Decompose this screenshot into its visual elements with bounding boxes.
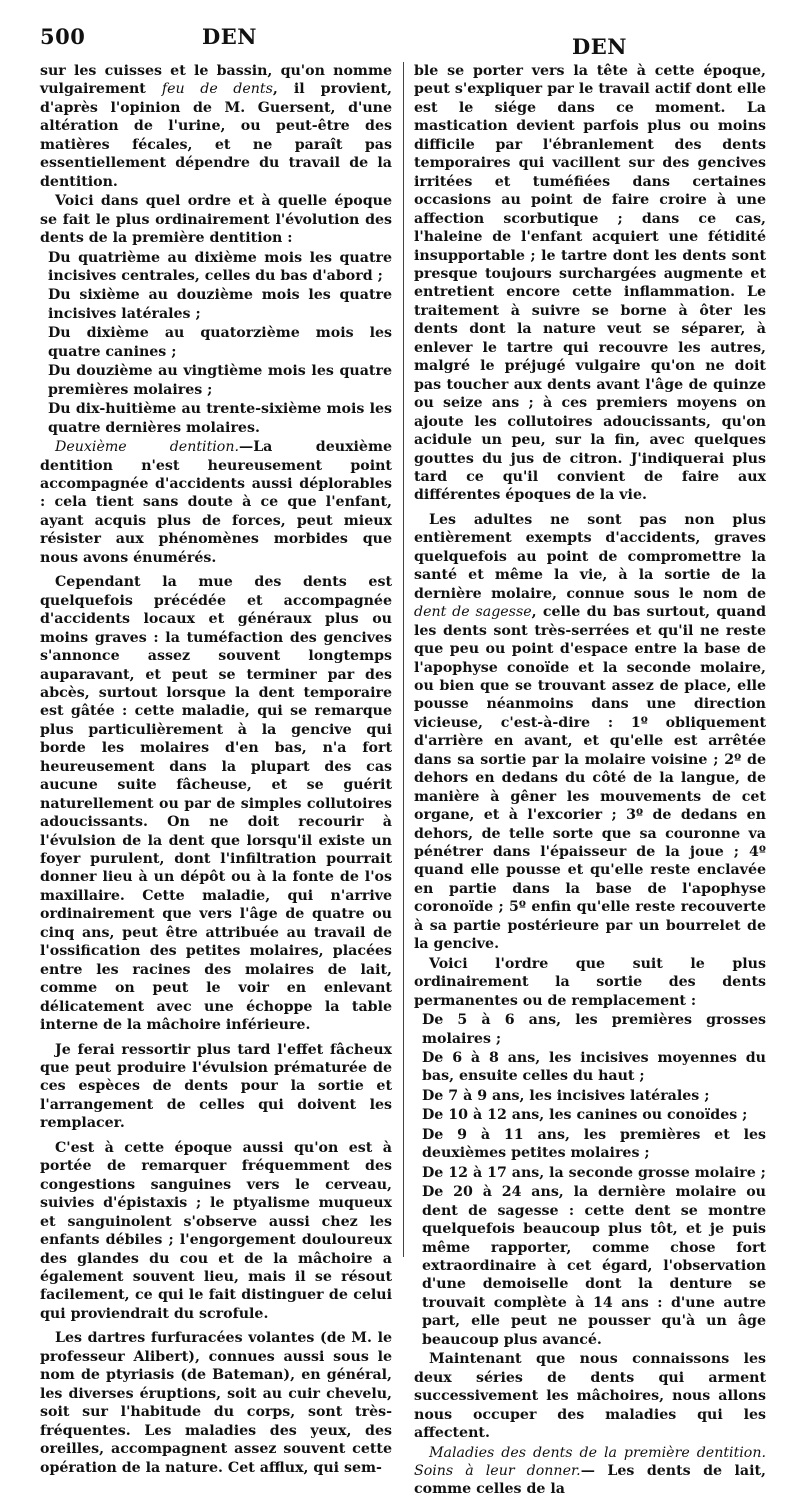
- right-running-title: DEN: [572, 34, 627, 59]
- list-item: De 7 à 9 ans, les incisives latérales ;: [422, 1087, 710, 1104]
- paragraph: C'est à cette époque aussi qu'on est à portée de remarquer fréquemment des congestions sanguines vers le cerveau, suivies d'épistaxis ; le ptyalisme muqueux et sanguinolent s'observe aussi chez les enfants débiles ; l'engorgement douloureux des glandes du cou et de la mâchoire a également souvent lieu, mais il se résout facilement, ce qui le fait distinguer de celui qui proviendrait du scrofule.: [40, 1139, 392, 1322]
- two-column-body: [40, 62, 766, 1500]
- list-item: De 9 à 11 ans, les premières et les deuxièmes petites molaires ;: [422, 1126, 766, 1162]
- right-column: [414, 62, 766, 1500]
- page-number: 500: [40, 24, 86, 49]
- paragraph: Maintenant que nous connaissons les deux séries de dents qui arment successivement les mâchoires, nous allons nous occuper des maladies qui les affectent.: [414, 1351, 766, 1442]
- paragraph: Les dartres furfuracées volantes (de M. le professeur Alibert), connues aussi sous le nom de ptyriasis (de Bateman), en général, les diverses éruptions, soit au cuir chevelu, soit sur l'habitude du corps, sont très-fréquentes. Les maladies des yeux, des oreilles, accompagnent assez souvent cette opération de la nature. Cet afflux, qui sem-: [40, 1330, 392, 1476]
- list-item: De 20 à 24 ans, la dernière molaire ou dent de sagesse : cette dent se montre quelquefois beaucoup plus tôt, et je puis même rapporter, comme chose fort extraordinaire à cet égard, l'observation d'une demoiselle dont la denture se trouvait complète à 14 ans : d'une autre part, elle peut ne pousser qu'à un âge beaucoup plus avancé.: [422, 1184, 766, 1348]
- list-item: Du dix-huitième au trente-sixième mois les quatre dernières molaires.: [48, 401, 392, 436]
- list-item: Du quatrième au dixième mois les quatre incisives centrales, celles du bas d'abord ;: [48, 249, 392, 284]
- list-item: De 10 à 12 ans, les canines ou conoïdes ;: [422, 1107, 748, 1124]
- list-item: Du sixième au douzième mois les quatre incisives latérales ;: [48, 287, 392, 322]
- section-heading: Maladies des dents de la première dentition. Soins à leur donner.: [414, 1444, 766, 1479]
- list-item: Du dixième au quatorzième mois les quatre canines ;: [48, 325, 392, 360]
- paragraph: Cependant la mue des dents est quelquefois précédée et accompagnée d'accidents locaux et généraux plus ou moins graves : la tuméfaction des gencives s'annonce assez souvent longtemps auparavant, et peut se terminer par des abcès, surtout lorsque la dent temporaire est gâtée : cette maladie, qui se remarque plus particulièrement à la gencive qui borde les molaires d'en bas, n'a fort heureusement dans la plupart des cas aucune suite fâcheuse, et se guérit naturellement ou par de simples collutoires adoucissants. On ne doit recourir à l'évulsion de la dent que lorsqu'il existe un foyer purulent, dont l'infiltration pourrait donner lieu à un dépôt ou à la fonte de l'os maxillaire. Cette maladie, qui n'arrive ordinairement que vers l'âge de quatre ou cinq ans, peut être attribuée au travail de l'ossification des petites molaires, placées entre les racines des molaires de lait, comme on peut le voir en enlevant délicatement avec une échoppe la table interne de la mâchoire inférieure.: [40, 574, 392, 1034]
- section-heading: Deuxième dentition.: [55, 439, 239, 456]
- paragraph: Les adultes ne sont pas non plus entièrement exempts d'accidents, graves quelquefois au point de compromettre la santé et même la vie, à la sortie de la dernière molaire, connue sous le nom de dent de sagesse, celle du bas surtout, quand les dents sont très-serrées et qu'il ne reste que peu ou point d'espace entre la base de l'apophyse conoïde et la seconde molaire, ou bien que se trouvant assez de place, elle pousse néanmoins dans une direction vicieuse, c'est-à-dire : 1º obliquement d'arrière en avant, et qu'elle est arrêtée dans sa sortie par la molaire voisine ; 2º de dehors en dedans du côté de la langue, de manière à gêner les mouvements de cet organe, et à l'excorier ; 3º de dedans en dehors, de telle sorte que sa couronne va pénétrer dans l'épaisseur de la joue ; 4º quand elle pousse et qu'elle reste enclavée en partie dans la base de l'apophyse coronoïde ; 5º enfin qu'elle reste recouverte à sa partie postérieure par un bourrelet de la gencive.: [414, 511, 766, 953]
- paragraph: Je ferai ressortir plus tard l'effet fâcheux que peut produire l'évulsion prématurée de ces espèces de dents pour la sortie et l'arrangement de celles qui doivent les remplacer.: [40, 1041, 392, 1132]
- paragraph: Voici l'ordre que suit le plus ordinairement la sortie des dents permanentes ou de remplacement :: [414, 955, 766, 1009]
- paragraph: Deuxième dentition.—La deuxième dentition n'est heureusement point accompagnée d'accidents aussi déplorables : cela tient sans doute à ce que l'enfant, ayant acquis plus de forces, peut mieux résister aux phénomènes morbides que nous avons énumérés.: [40, 439, 392, 566]
- list-item: De 5 à 6 ans, les premières grosses molaires ;: [422, 1012, 766, 1047]
- paragraph: Voici dans quel ordre et à quelle époque se fait le plus ordinairement l'évolution des dents de la première dentition :: [40, 193, 392, 247]
- list-item: De 12 à 17 ans, la seconde grosse molaire ;: [422, 1164, 766, 1181]
- paragraph: ble se porter vers la tête à cette époque, peut s'expliquer par le travail actif dont elle est le siége dans ce moment. La mastication devient parfois plus ou moins difficile par l'ébranlement des dents temporaires qui vacillent sur des gencives irritées et tuméfiées dans certaines occasions au point de faire croire à une affection scorbutique ; dans ce cas, l'haleine de l'enfant acquiert une fétidité insupportable ; le tartre dont les dents sont presque toujours surchargées augmente et entretient encore cette inflammation. Le traitement à suivre se borne à ôter les dents dont la nature veut se séparer, à enlever le tartre qui recouvre les autres, malgré le préjugé vulgaire qu'on ne doit pas toucher aux dents avant l'âge de quinze ou seize ans ; à ces premiers moyens on ajoute les collutoires adoucissants, qu'on acidule un peu, sur la fin, avec quelques gouttes du jus de citron. J'indiquerai plus tard ce qu'il convient de faire aux différentes époques de la vie.: [414, 63, 766, 504]
- paragraph: Maladies des dents de la première dentition. Soins à leur donner.— Les dents de lait, comme celles de la: [414, 1444, 766, 1498]
- paragraph: sur les cuisses et le bassin, qu'on nomme vulgairement feu de dents, il provient, d'après l'opinion de M. Guersent, d'une altération de l'urine, ou peut-être des matières fécales, et ne paraît pas essentiellement dépendre du travail de la dentition.: [40, 63, 392, 190]
- left-running-title: DEN: [202, 24, 257, 49]
- list-item: Du douzième au vingtième mois les quatre premières molaires ;: [48, 363, 392, 398]
- running-header: [40, 14, 766, 62]
- left-column: [40, 62, 392, 1500]
- list-item: De 6 à 8 ans, les incisives moyennes du bas, ensuite celles du haut ;: [422, 1050, 766, 1085]
- column-divider: [403, 62, 404, 1257]
